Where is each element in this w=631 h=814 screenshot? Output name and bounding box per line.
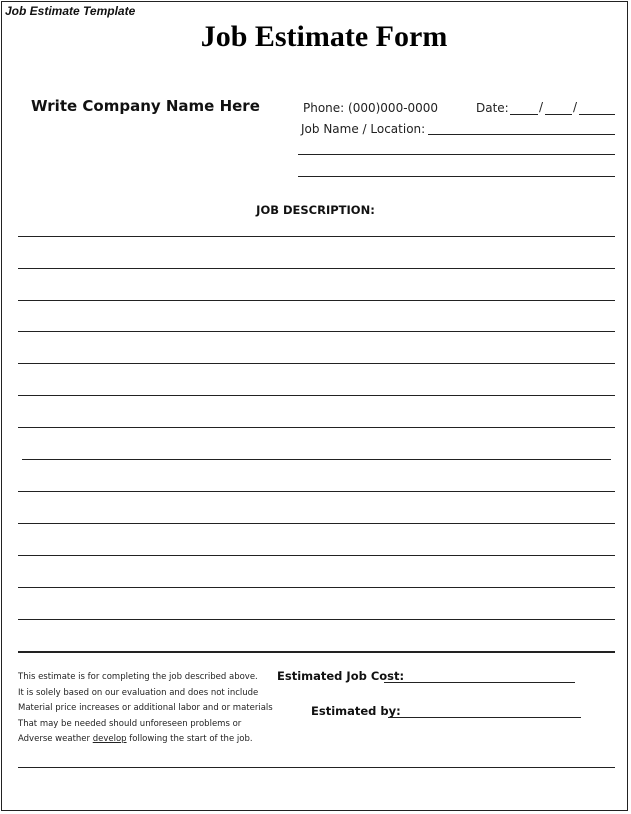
date-month-field[interactable] [510,114,538,115]
disclaimer-line-5 [18,732,290,748]
date-day-field[interactable] [545,114,572,115]
description-line[interactable] [18,523,615,524]
date-separator-1: / [539,100,544,114]
job-name-label: Job Name / Location: [301,122,426,136]
estimate-disclaimer [18,670,290,748]
job-name-field[interactable] [428,134,615,135]
estimated-by-field[interactable] [388,717,581,718]
date-label: Date: [476,101,509,115]
description-line[interactable] [18,236,615,237]
disclaimer-line-1: This estimate is for completing the job described above. [18,672,258,682]
date-year-field[interactable] [579,114,615,115]
template-label: Job Estimate Template [5,4,136,18]
signature-line[interactable] [18,767,615,768]
estimated-cost-label: Estimated Job Cost: [277,669,405,683]
disclaimer-line-5-end: following the start of the job. [126,734,253,744]
description-line[interactable] [18,587,615,588]
description-line[interactable] [18,619,615,620]
description-line[interactable] [18,331,615,332]
disclaimer-line-2: It is solely based on our evaluation and does not include [18,687,259,698]
description-line[interactable] [18,268,615,269]
company-name-placeholder[interactable]: Write Company Name Here [31,97,260,115]
description-line[interactable] [18,363,615,364]
description-line[interactable] [22,459,611,460]
estimated-cost-field[interactable] [384,682,575,683]
job-description-heading: JOB DESCRIPTION: [256,203,375,217]
description-line[interactable] [18,300,615,301]
description-line[interactable] [18,555,615,556]
description-line[interactable] [18,427,615,428]
description-line[interactable] [18,395,615,396]
phone-number: Phone: (000)000-0000 [303,101,439,115]
disclaimer-line-4: That may be needed should unforeseen problems or [18,718,242,729]
description-line[interactable] [18,491,615,492]
date-separator-2: / [573,100,578,114]
job-location-line-2[interactable] [298,154,615,155]
estimated-by-label: Estimated by: [311,704,401,718]
disclaimer-underlined-word: develop [92,734,127,744]
form-title: Job Estimate Form [200,20,448,53]
disclaimer-line-5-start: Adverse weather [18,734,93,744]
footer-divider [18,651,615,653]
job-location-line-3[interactable] [298,176,615,177]
disclaimer-line-3: Material price increases or additional labor and or materials [18,703,273,713]
